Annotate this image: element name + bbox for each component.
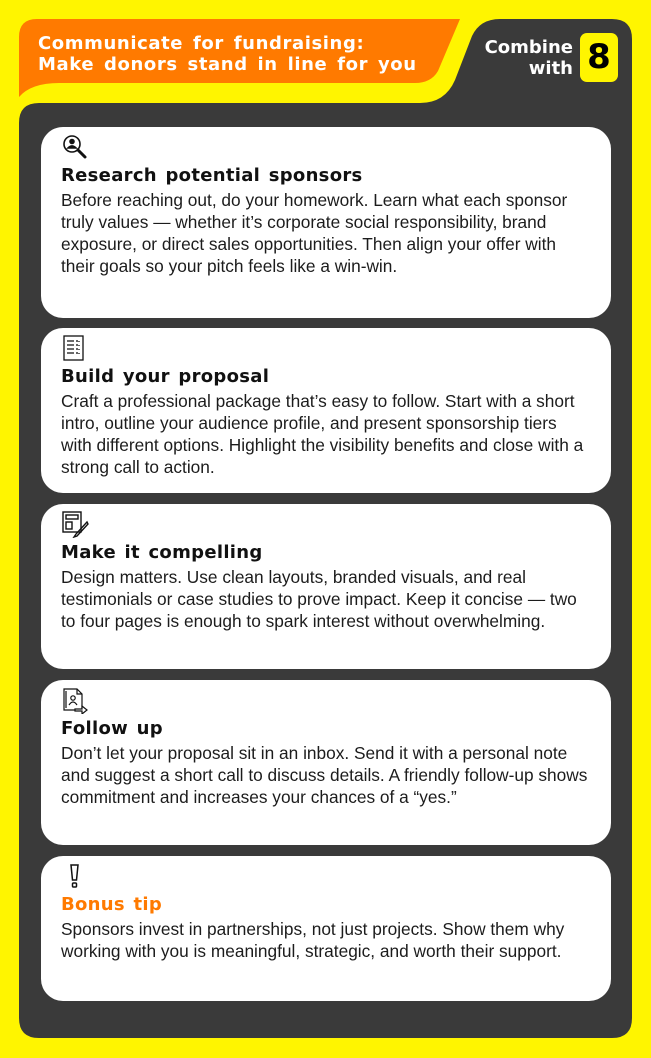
- card-body: Craft a professional package that’s easy to follow. Start with a short intro, outline your audience profile, and present sponsorship tiers with different options. Highlight the visibility benefits and close with a strong call to action.: [61, 391, 584, 477]
- card-body: Sponsors invest in partnerships, not just projects. Show them why working with you is meaningful, strategic, and worth their support.: [61, 919, 565, 961]
- send-profile-icon: [61, 686, 591, 714]
- card-proposal: [41, 328, 611, 493]
- title-line-1: Communicate for fundraising:: [38, 33, 365, 54]
- title-line-2: Make donors stand in line for you: [38, 54, 417, 75]
- card-compelling: [41, 504, 611, 669]
- combine-line-1: Combine: [484, 37, 573, 58]
- document-list-icon: [61, 334, 591, 362]
- card-body: Design matters. Use clean layouts, branded visuals, and real testimonials or case studies to prove impact. Keep it concise — two to four pages is enough to spark interest without overwhelming.: [61, 567, 577, 631]
- card-follow-up: [41, 680, 611, 845]
- card-body: Don’t let your proposal sit in an inbox. Send it with a personal note and suggest a short call to discuss details. A friendly follow-up shows commitment and increases your chances of a “yes.”: [61, 743, 588, 807]
- card-bonus-tip: [41, 856, 611, 1001]
- card-title: Make it compelling: [61, 542, 263, 563]
- combine-line-2: with: [528, 58, 573, 79]
- card-title: Build your proposal: [61, 366, 270, 387]
- page-title: [38, 33, 417, 75]
- layout-edit-icon: [61, 510, 591, 538]
- card-title: Research potential sponsors: [61, 165, 363, 186]
- search-person-icon: [61, 133, 591, 161]
- card-body: Before reaching out, do your homework. Learn what each sponsor truly values — whether it’s corporate social responsibility, brand exposure, or direct sales opportunities. Then align your offer with their goals so your pitch feels like a win-win.: [61, 190, 568, 276]
- card-research: [41, 127, 611, 318]
- combine-number-badge: 8: [580, 33, 618, 82]
- combine-label: [485, 37, 573, 79]
- card-title: Bonus tip: [61, 894, 163, 915]
- card-title: Follow up: [61, 718, 163, 739]
- exclamation-icon: [61, 862, 591, 890]
